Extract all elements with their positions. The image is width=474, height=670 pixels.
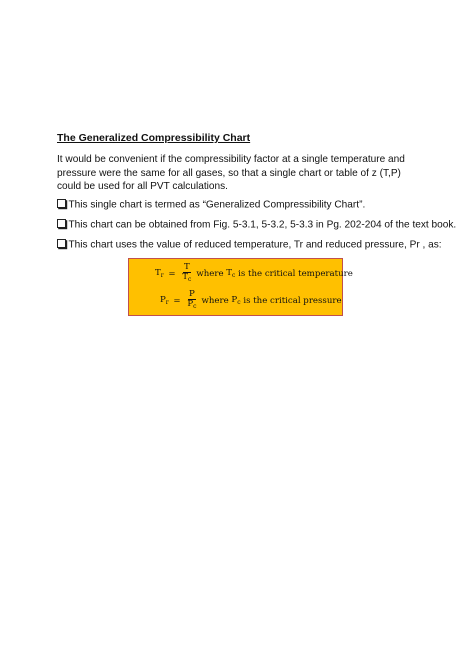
bullet-item <box>57 239 442 251</box>
bullet-item <box>57 219 456 231</box>
bullet-text: This single chart is termed as “Generalized Compressibility Chart”. <box>68 199 366 211</box>
section-heading: The Generalized Compressibility Chart <box>57 132 251 144</box>
bullet-item <box>57 199 365 211</box>
reduced-pressure-formula <box>160 290 342 311</box>
fraction-numerator: T <box>183 262 190 272</box>
formula-where: where <box>201 295 229 306</box>
critical-symbol: $P_c$ <box>231 295 241 306</box>
formula-lhs: $P_r$ <box>160 295 169 306</box>
fraction <box>181 263 192 284</box>
bullet-text: This chart uses the value of reduced temperature, Tr and reduced pressure, Pr , as: <box>68 239 442 251</box>
equals-sign: = <box>170 295 184 306</box>
checkbox-bullet-icon <box>57 219 66 228</box>
checkbox-bullet-icon <box>57 239 66 248</box>
equals-sign: = <box>165 268 179 279</box>
formula-where: where <box>196 268 224 279</box>
fraction <box>186 290 197 311</box>
fraction-denominator: $T_c$ <box>182 272 192 283</box>
critical-symbol: $T_c$ <box>226 268 236 279</box>
formula-description: is the critical temperature <box>238 268 353 279</box>
fraction-denominator: $P_c$ <box>187 299 197 310</box>
fraction-numerator: P <box>189 289 195 299</box>
formula-box <box>128 258 353 316</box>
reduced-temperature-formula <box>155 263 353 284</box>
intro-paragraph: It would be convenient if the compressibility factor at a single temperature and pressure were the same for all gases, so that a single chart or table of z (T,P) could be used for all PVT calculations. <box>57 154 405 193</box>
bullet-text: This chart can be obtained from Fig. 5-3.1, 5-3.2, 5-3.3 in Pg. 202-204 of the text book. <box>68 219 457 231</box>
formula-lhs: $T_r$ <box>155 268 164 279</box>
checkbox-bullet-icon <box>57 199 66 208</box>
formula-description: is the critical pressure <box>243 295 342 306</box>
